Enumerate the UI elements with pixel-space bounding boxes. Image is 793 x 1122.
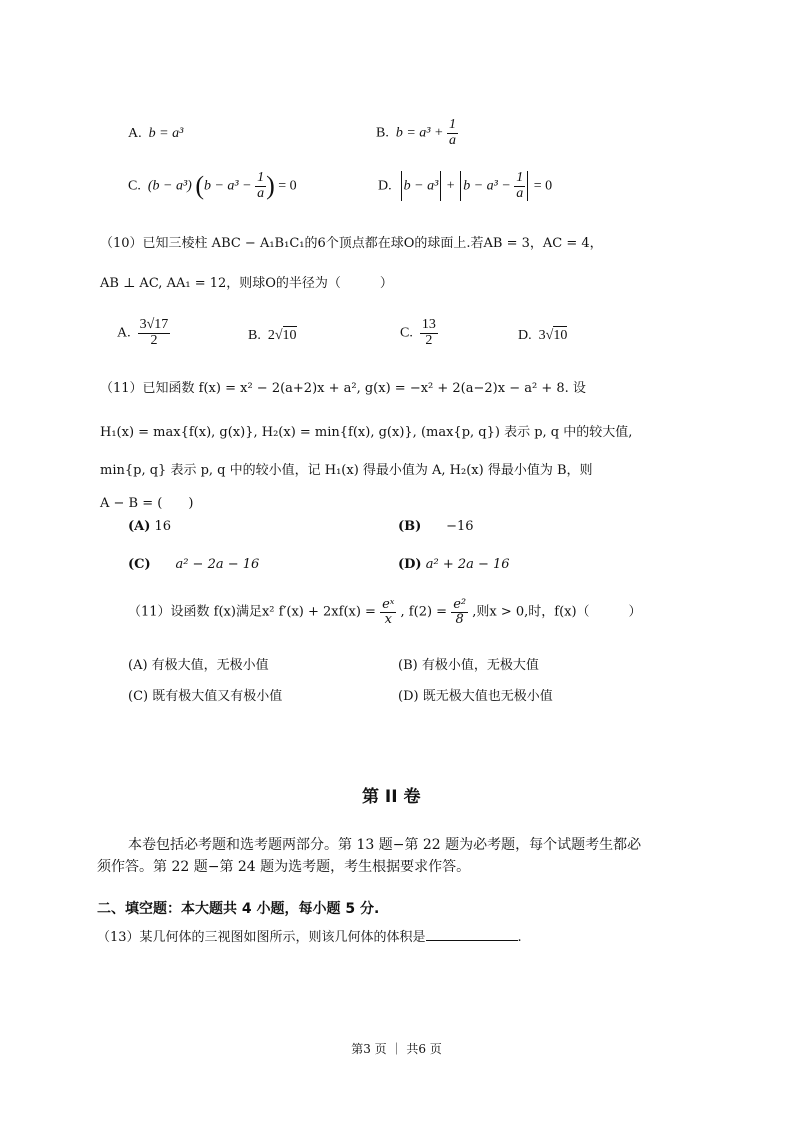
q11a-option-c-label: (C) [128, 557, 151, 572]
q11a-option-a [128, 519, 171, 534]
q9-option-d-expr-m: b − a³ − [463, 178, 511, 194]
q10-option-a-label: A. [117, 325, 131, 341]
q9-option-d-expr-l: b − a³ [403, 178, 439, 194]
q11a-option-d-label: (D) [398, 557, 422, 572]
section-paragraph-line2: 须作答。第 22 题−第 24 题为选考题，考生根据要求作答。 [97, 859, 471, 875]
q11a-option-b-label: (B) [398, 519, 422, 534]
q11a-option-d [398, 557, 510, 572]
q9-option-b-num: 1 [448, 117, 456, 132]
q11b-prefix: （11）设函数 f(x)满足x² f′(x) + 2xf(x) = [128, 604, 376, 620]
q10-option-c-den: 2 [425, 332, 433, 348]
q10-option-b-label: B. [248, 328, 261, 343]
q10-option-b: B. 2√10 [248, 328, 297, 343]
q9-option-d-den: a [516, 185, 524, 201]
q9-option-d [378, 171, 552, 201]
q10-line1: （10）已知三棱柱 ABC − A₁B₁C₁的6个顶点都在球O的球面上.若AB = 3，AC = 4， [100, 236, 603, 251]
q10-option-a [117, 318, 170, 348]
q9-option-b-lhs: b = a³ + [395, 125, 444, 141]
q11b-fraction-1 [380, 598, 396, 626]
q9-option-c-den: a [257, 185, 265, 201]
q11b-frac2-num: e² [453, 597, 467, 612]
q11b-mid: , f(2) = [400, 604, 448, 620]
q9-option-c-expr-r: = 0 [278, 178, 297, 194]
q10-option-c-num: 13 [421, 317, 436, 332]
q13-answer-blank [426, 928, 518, 941]
q9-option-c-num: 1 [257, 170, 265, 185]
q9-option-d-num: 1 [516, 170, 524, 185]
q9-option-b-fraction [447, 118, 458, 148]
q9-option-d-plus: + [446, 178, 455, 194]
section-heading: 二、填空题：本大题共 4 小题，每小题 5 分. [97, 901, 380, 917]
q11a-option-d-val: a² + 2a − 16 [425, 557, 510, 572]
q11a-option-b [398, 519, 474, 534]
q10-option-c [400, 318, 438, 348]
q10-option-d: D. 3√10 [518, 328, 568, 343]
q10-option-a-den: 2 [150, 332, 158, 348]
q10-line2: AB ⊥ AC, AA₁ = 12，则球O的半径为（ ） [100, 276, 393, 291]
q9-option-a-label: A. [128, 126, 142, 141]
q11a-line1: （11）已知函数 f(x) = x² − 2(a+2)x + a², g(x) = −x² + 2(a−2)x − a² + 8. 设 [100, 381, 586, 396]
q13-line [97, 926, 522, 945]
q10-option-a-fraction [138, 318, 171, 348]
q10-option-c-label: C. [400, 325, 413, 341]
q11b-fraction-2 [451, 598, 468, 626]
q9-option-a-expr: b = a³ [148, 126, 184, 141]
q9-option-c-expr-m: b − a³ − [203, 178, 252, 194]
q9-option-b [376, 118, 458, 148]
q9-option-a [128, 126, 183, 142]
page-footer: 第3 页 ｜ 共6 页 [351, 1042, 442, 1056]
q11a-line4: A − B = ( ) [100, 496, 194, 511]
q13-end: . [517, 930, 522, 945]
q9-option-d-fraction [514, 171, 525, 201]
q10-option-b-rad: 10 [282, 328, 297, 343]
q10-option-d-rad: 10 [553, 328, 568, 343]
q11a-option-a-val: 16 [154, 519, 172, 534]
q11b-option-c: (C) 既有极大值又有极小值 [128, 689, 283, 704]
q10-option-c-fraction [420, 318, 438, 348]
q10-option-b-coef: 2 [267, 328, 275, 343]
q9-option-c-expr-l: (b − a³) [147, 178, 192, 194]
q9-option-d-label: D. [378, 178, 392, 194]
q11a-option-a-label: (A) [128, 519, 151, 534]
q9-option-b-den: a [448, 132, 456, 148]
q11b-frac2-den: 8 [455, 611, 464, 627]
q9-option-c: C. (b − a³) (b − a³ − $\frac{1}{a}$ ) = 0 [128, 170, 297, 201]
q11a-line3: min{p, q} 表示 p, q 中的较小值，记 H₁(x) 得最小值为 A, H₂(x) 得最小值为 B，则 [100, 463, 593, 478]
q11b-stem [128, 598, 642, 626]
q11b-option-b: (B) 有极小值，无极大值 [398, 658, 539, 673]
q11b-suffix: ,则x > 0,时，f(x)（ ） [472, 604, 642, 620]
q11a-option-b-val: −16 [446, 519, 474, 534]
q11b-frac1-den: x [384, 611, 392, 627]
q9-option-c-label: C. [128, 178, 141, 194]
q13-text: （13）某几何体的三视图如图所示，则该几何体的体积是 [97, 930, 426, 945]
q10-option-d-coef: 3 [538, 328, 546, 343]
q9-option-c-fraction [255, 171, 266, 201]
q10-option-a-num: 3√17 [139, 317, 169, 332]
section-paragraph-line1: 本卷包括必考题和选考题两部分。第 13 题−第 22 题为必考题，每个试题考生都必 [128, 837, 642, 853]
q11b-option-a: (A) 有极大值，无极小值 [128, 658, 269, 673]
q11a-line2: H₁(x) = max{f(x), g(x)}, H₂(x) = min{f(x), g(x)}, (max{p, q}) 表示 p, q 中的较大值, [100, 425, 633, 440]
q9-option-d-expr-r: = 0 [533, 178, 553, 194]
q11a-option-c [128, 557, 259, 572]
q11b-option-d: (D) 既无极大值也无极小值 [398, 689, 553, 704]
q11a-option-c-val: a² − 2a − 16 [175, 557, 260, 572]
q10-option-d-label: D. [518, 328, 532, 343]
q9-option-b-label: B. [376, 125, 389, 141]
section-title: 第 II 卷 [362, 787, 421, 807]
q11b-frac1-num: eˣ [382, 597, 395, 612]
